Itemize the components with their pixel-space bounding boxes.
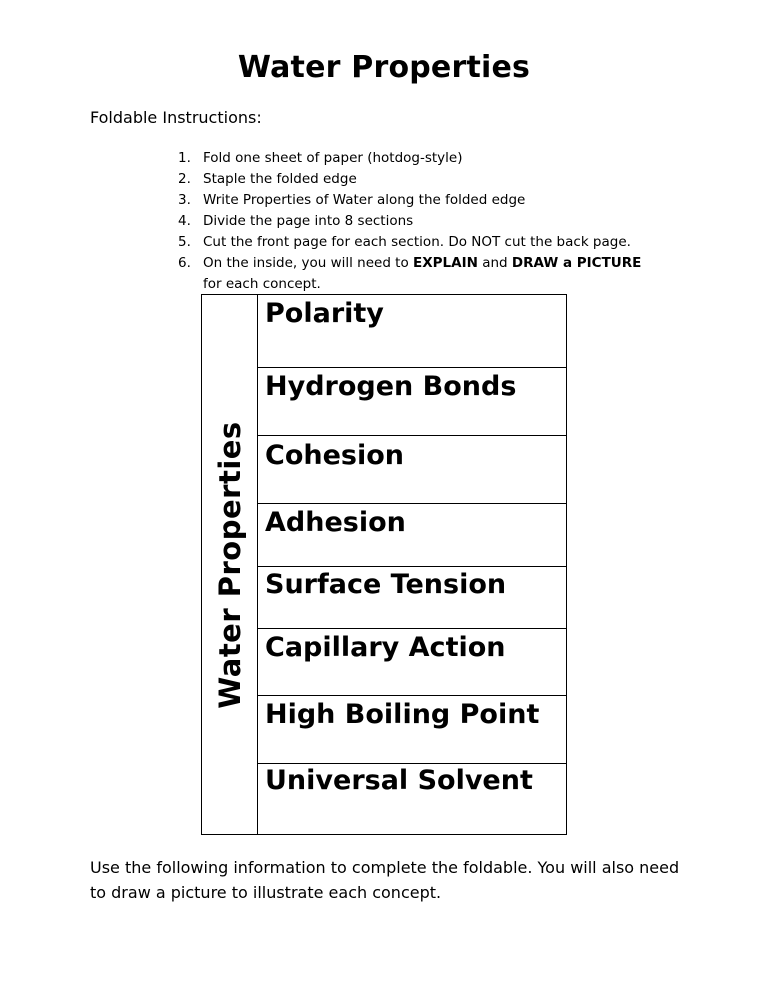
foldable-sections: [258, 295, 566, 834]
section-label: High Boiling Point: [265, 699, 540, 730]
instruction-step: [178, 253, 698, 295]
step-text: Write Properties of Water along the folded edge: [203, 192, 526, 208]
section-label: Capillary Action: [265, 632, 506, 663]
foldable-section: [258, 763, 566, 835]
step-number: 2.: [178, 171, 191, 187]
page-title: Water Properties: [237, 50, 531, 85]
instruction-list: [178, 148, 698, 295]
footer-instructions: Use the following information to complete the foldable. You will also need to draw a picture to illustrate each concept.: [90, 858, 680, 902]
spine-label: Water Properties: [213, 421, 247, 709]
instruction-step: [178, 232, 698, 253]
foldable-section: [258, 367, 566, 435]
step-text: Divide the page into 8 sections: [203, 213, 414, 229]
foldable-section: [258, 295, 566, 367]
instruction-step: [178, 148, 698, 169]
foldable-section: [258, 695, 566, 763]
step-number: 1.: [178, 150, 191, 166]
step-emphasis-explain: EXPLAIN: [413, 255, 478, 271]
step-text: Staple the folded edge: [203, 171, 357, 187]
foldable-spine: [202, 295, 258, 834]
section-label: Universal Solvent: [265, 765, 533, 796]
instruction-step: [178, 190, 698, 211]
step-text-and: and: [477, 255, 512, 271]
foldable-section: [258, 628, 566, 695]
instruction-step: [178, 169, 698, 190]
section-label: Polarity: [265, 298, 384, 329]
step-number: 4.: [178, 213, 191, 229]
step-number: 6.: [178, 255, 191, 271]
foldable-section: [258, 566, 566, 628]
instructions-heading: Foldable Instructions:: [90, 108, 262, 127]
step-number: 5.: [178, 234, 191, 250]
step-text-continuation: for each concept.: [203, 276, 321, 292]
instruction-step: [178, 211, 698, 232]
section-label: Hydrogen Bonds: [265, 371, 517, 402]
step-emphasis-draw: DRAW a PICTURE: [511, 255, 642, 271]
step-number: 3.: [178, 192, 191, 208]
foldable-section: [258, 435, 566, 503]
section-label: Surface Tension: [265, 569, 507, 600]
section-label: Adhesion: [265, 507, 406, 538]
foldable-section: [258, 503, 566, 566]
step-text: Fold one sheet of paper (hotdog-style): [203, 150, 463, 166]
step-text: Cut the front page for each section. Do NOT cut the back page.: [203, 234, 631, 250]
foldable-diagram: [201, 294, 567, 835]
section-label: Cohesion: [265, 440, 404, 471]
step-text-lead: On the inside, you will need to: [203, 255, 414, 271]
